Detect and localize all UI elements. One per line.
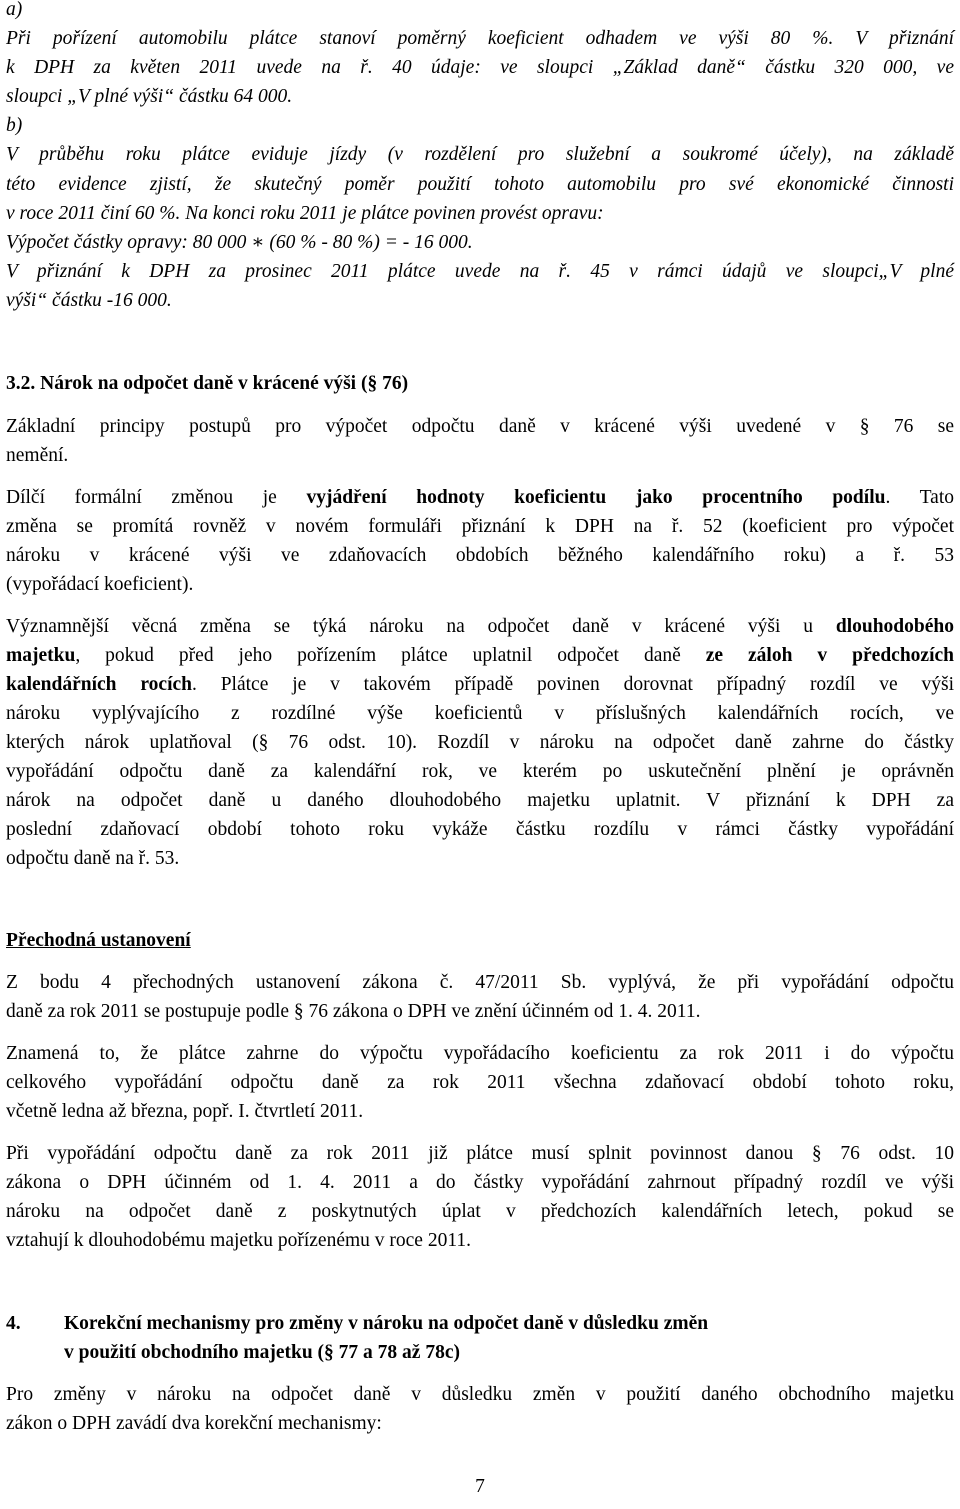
example-a-label: a) bbox=[6, 0, 23, 20]
section-heading: 3.2. Nárok na odpočet daně v krácené výši (§ 76) bbox=[6, 373, 409, 394]
paragraph-line: výši“ částku -16 000. bbox=[6, 290, 172, 311]
section-heading-continued: v použití obchodního majetku (§ 77 a 78 až 78c) bbox=[64, 1342, 460, 1363]
paragraph-line: v roce 2011 činí 60 %. Na konci roku 2011 je plátce povinen provést opravu: bbox=[6, 203, 604, 224]
paragraph-line: Při vypořádání odpočtu daně za rok 2011 již plátce musí splnit povinnost danou § 76 odst. 10 bbox=[6, 1143, 954, 1164]
paragraph-line: odpočtu daně na ř. 53. bbox=[6, 848, 180, 869]
paragraph-line: poslední zdaňovací období tohoto roku vykáže částku rozdílu v rámci částky vypořádání bbox=[6, 819, 954, 840]
paragraph-line: nároku v krácené výši ve zdaňovacích obdobích běžného kalendářního roku) a ř. 53 bbox=[6, 545, 954, 566]
section-number: 4. bbox=[6, 1313, 21, 1334]
paragraph-line: Základní principy postupů pro výpočet odpočtu daně v krácené výši uvedené v § 76 se bbox=[6, 416, 954, 437]
paragraph-line: sloupci „V plné výši“ částku 64 000. bbox=[6, 86, 293, 107]
paragraph-line: Při pořízení automobilu plátce stanoví poměrný koeficient odhadem ve výši 80 %. V přiznání bbox=[6, 28, 954, 49]
paragraph-line: Výpočet částky opravy: 80 000 ∗ (60 % - 80 %) = - 16 000. bbox=[6, 232, 473, 253]
paragraph-line: Dílčí formální změnou je vyjádření hodnoty koeficientu jako procentního podílu. Tato bbox=[6, 487, 954, 508]
paragraph-line: vztahují k dlouhodobému majetku pořízenému v roce 2011. bbox=[6, 1230, 471, 1251]
paragraph-line: daně za rok 2011 se postupuje podle § 76 zákona o DPH ve znění účinném od 1. 4. 2011. bbox=[6, 1001, 701, 1022]
paragraph-line: zákona o DPH účinném od 1. 4. 2011 a do částky vypořádání zahrnout případný rozdíl ve výši bbox=[6, 1172, 954, 1193]
paragraph-line: včetně ledna až března, popř. I. čtvrtletí 2011. bbox=[6, 1101, 364, 1122]
paragraph-line: majetku, pokud před jeho pořízením plátce uplatnil odpočet daně ze záloh v předchozích bbox=[6, 645, 954, 666]
paragraph-line: V průběhu roku plátce eviduje jízdy (v rozdělení pro služební a soukromé účely), na základě bbox=[6, 144, 954, 165]
paragraph-line: kterých nárok uplatňoval (§ 76 odst. 10). Rozdíl v nároku na odpočet daně zahrne do částky bbox=[6, 732, 954, 753]
paragraph-line: změna se promítá rovněž v novém formuláři přiznání k DPH na ř. 52 (koeficient pro výpočet bbox=[6, 516, 954, 537]
paragraph-line: Z bodu 4 přechodných ustanovení zákona č. 47/2011 Sb. vyplývá, že při vypořádání odpočtu bbox=[6, 972, 954, 993]
paragraph-line: této evidence zjistí, že skutečný poměr použití tohoto automobilu pro své ekonomické činnosti bbox=[6, 174, 954, 195]
example-b-label: b) bbox=[6, 115, 23, 136]
paragraph-line: V přiznání k DPH za prosinec 2011 plátce uvede na ř. 45 v rámci údajů ve sloupci„V plné bbox=[6, 261, 954, 282]
paragraph-line: celkového vypořádání odpočtu daně za rok 2011 všechna zdaňovací období tohoto roku, bbox=[6, 1072, 954, 1093]
paragraph-line: zákon o DPH zavádí dva korekční mechanismy: bbox=[6, 1413, 382, 1434]
page-number: 7 bbox=[475, 1476, 485, 1497]
paragraph-line: nároku vyplývajícího z rozdílné výše koeficientů v příslušných kalendářních rocích, ve bbox=[6, 703, 954, 724]
paragraph-line: nemění. bbox=[6, 445, 69, 466]
paragraph-line: vypořádání odpočtu daně za kalendářní rok, ve kterém po uskutečnění plnění je oprávněn bbox=[6, 761, 954, 782]
paragraph-line: Významnější věcná změna se týká nároku na odpočet daně v krácené výši u dlouhodobého bbox=[6, 616, 954, 637]
paragraph-line: k DPH za květen 2011 uvede na ř. 40 údaje: ve sloupci „Základ daně“ částku 320 000, ve bbox=[6, 57, 954, 78]
paragraph-line: nárok na odpočet daně u daného dlouhodobého majetku uplatnit. V přiznání k DPH za bbox=[6, 790, 954, 811]
paragraph-line: Znamená to, že plátce zahrne do výpočtu vypořádacího koeficientu za rok 2011 i do výpočtu bbox=[6, 1043, 954, 1064]
subsection-heading: Přechodná ustanovení bbox=[6, 930, 191, 951]
paragraph-line: nároku na odpočet daně z poskytnutých úplat v předchozích kalendářních letech, pokud se bbox=[6, 1201, 954, 1222]
paragraph-line: kalendářních rocích. Plátce je v takovém případě povinen dorovnat případný rozdíl ve výši bbox=[6, 674, 955, 695]
paragraph-line: Pro změny v nároku na odpočet daně v důsledku změn v použití daného obchodního majetku bbox=[6, 1384, 954, 1405]
section-heading: 4. Korekční mechanismy pro změny v nároku na odpočet daně v důsledku změn bbox=[6, 1311, 954, 1337]
paragraph-line: (vypořádací koeficient). bbox=[6, 574, 194, 595]
